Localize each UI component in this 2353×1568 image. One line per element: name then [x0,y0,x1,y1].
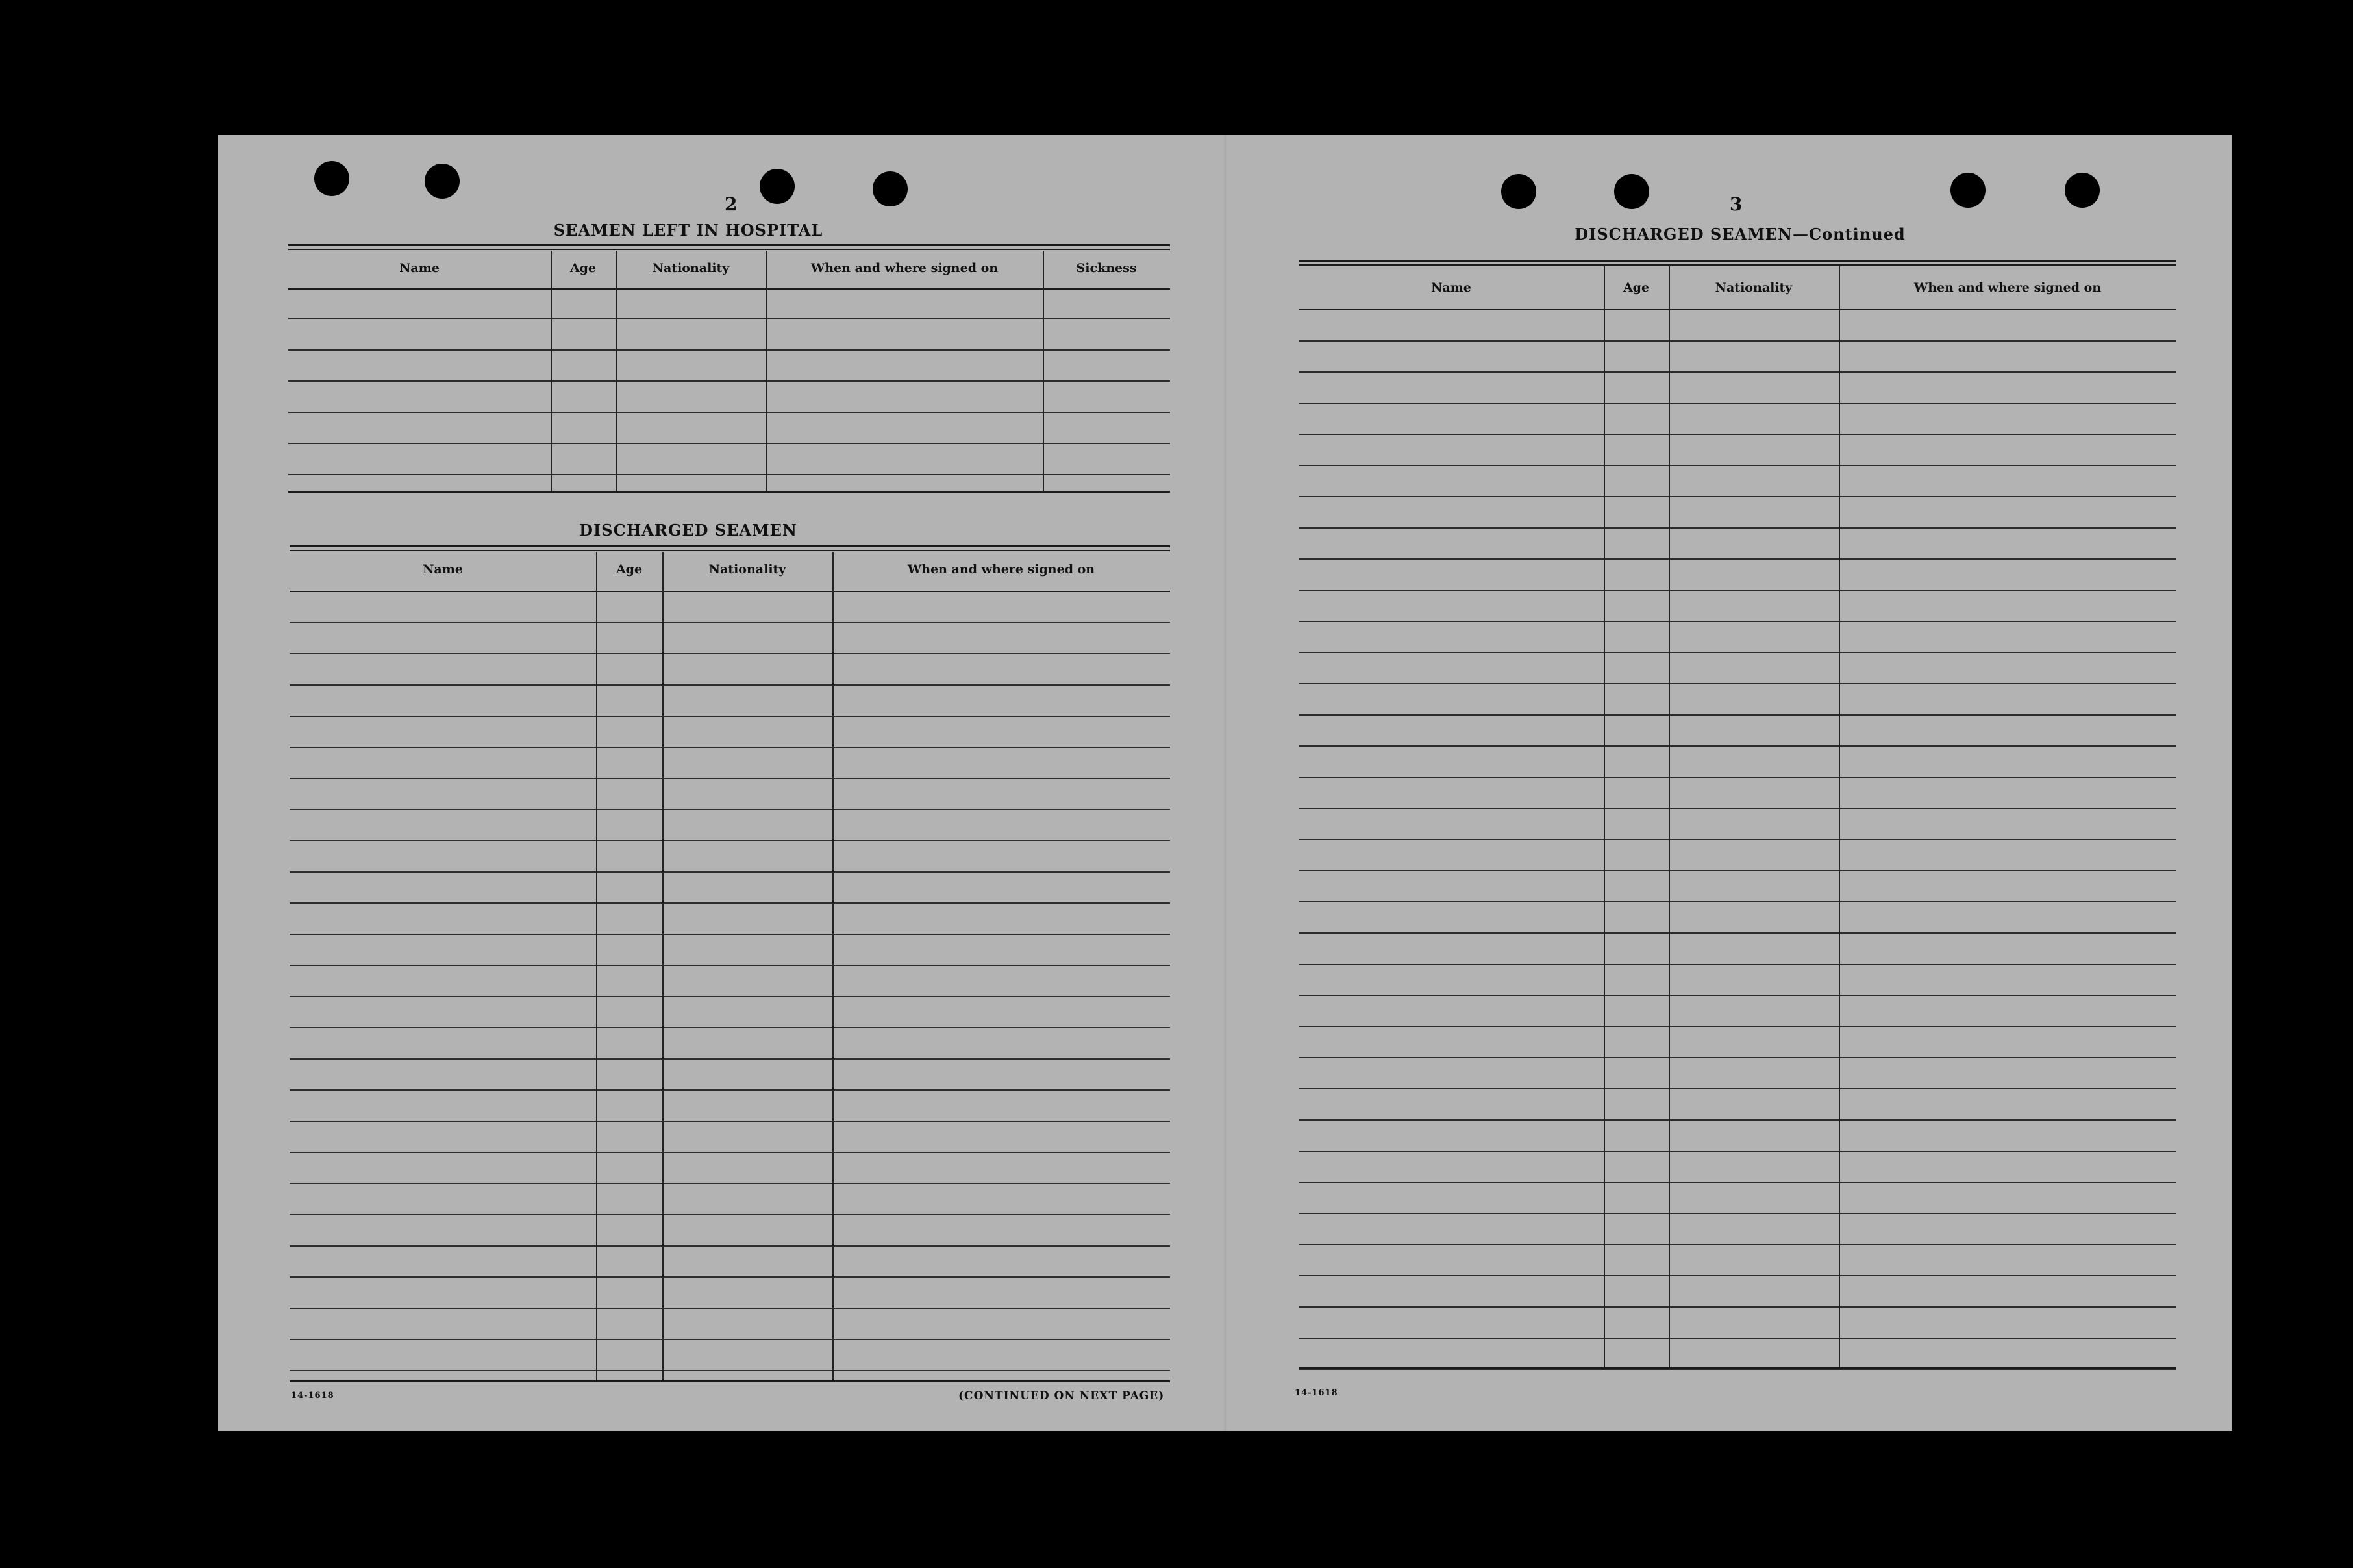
entry-line[interactable] [1299,932,2176,934]
entry-line[interactable] [1299,995,2176,996]
column-divider [766,251,767,491]
entry-line[interactable] [290,996,1170,997]
punch-hole [1501,174,1536,209]
form-sheet [218,135,2232,1431]
entry-line[interactable] [1299,590,2176,591]
hospital-table [288,244,1170,493]
entry-line[interactable] [1299,652,2176,653]
column-divider [1043,251,1044,491]
entry-line[interactable] [1299,621,2176,622]
column-header-age: Age [569,261,597,275]
entry-line[interactable] [1299,870,2176,871]
left-page-number: 2 [725,193,738,215]
entry-line[interactable] [290,622,1170,623]
column-divider [1839,266,1840,1367]
entry-line[interactable] [290,1370,1170,1371]
right-form-code: 14-1618 [1295,1388,1338,1398]
column-divider [596,552,597,1380]
entry-line[interactable] [290,653,1170,654]
column-divider [551,251,552,491]
entry-line[interactable] [290,1027,1170,1028]
punch-hole [2065,173,2100,208]
bottom-rule [290,1380,1170,1382]
column-divider [832,552,834,1380]
entry-line[interactable] [1299,1026,2176,1027]
header-rule [288,288,1170,290]
entry-line[interactable] [290,1276,1170,1278]
entry-line[interactable] [1299,465,2176,466]
column-header-sickness: Sickness [1076,261,1137,275]
punch-hole [314,161,349,196]
discharged-continued-table [1299,260,2176,1370]
entry-line[interactable] [1299,1244,2176,1245]
entry-line[interactable] [1299,683,2176,684]
entry-line[interactable] [290,809,1170,810]
entry-line[interactable] [1299,964,2176,965]
column-header-nationality: Nationality [1715,280,1793,295]
entry-line[interactable] [290,1121,1170,1122]
entry-line[interactable] [290,902,1170,904]
entry-line[interactable] [290,778,1170,779]
entry-line[interactable] [1299,403,2176,404]
entry-line[interactable] [290,934,1170,935]
column-divider [1604,266,1605,1367]
column-header-signed-on: When and where signed on [810,261,999,275]
punch-hole [425,164,460,199]
column-divider [616,251,617,491]
column-header-age: Age [1623,280,1650,295]
entry-line[interactable] [1299,901,2176,902]
column-header-age: Age [616,562,643,577]
punch-hole [1950,173,1986,208]
punch-hole [873,171,908,206]
entry-line[interactable] [1299,434,2176,435]
column-header-signed-on: When and where signed on [1913,280,2102,295]
entry-line[interactable] [290,1214,1170,1215]
entry-line[interactable] [1299,1306,2176,1308]
entry-line[interactable] [1299,839,2176,840]
entry-line[interactable] [1299,714,2176,716]
entry-line[interactable] [288,349,1170,351]
punch-hole [760,169,795,204]
continued-note: (CONTINUED ON NEXT PAGE) [958,1389,1165,1402]
entry-line[interactable] [1299,1213,2176,1214]
entry-line[interactable] [1299,745,2176,747]
bottom-rule [288,491,1170,493]
column-divider [1669,266,1670,1367]
entry-line[interactable] [1299,1338,2176,1339]
entry-line[interactable] [290,1183,1170,1184]
entry-line[interactable] [1299,1088,2176,1089]
page-fold [1223,135,1227,1431]
header-rule [290,591,1170,592]
entry-line[interactable] [290,716,1170,717]
entry-line[interactable] [290,1339,1170,1340]
entry-line[interactable] [1299,777,2176,778]
punch-hole [1614,174,1649,209]
left-form-code: 14-1618 [291,1391,334,1400]
column-header-nationality: Nationality [652,261,730,275]
entry-line[interactable] [290,1089,1170,1091]
entry-line[interactable] [1299,1057,2176,1058]
entry-line[interactable] [290,747,1170,748]
entry-line[interactable] [288,474,1170,475]
entry-line[interactable] [290,1308,1170,1309]
entry-line[interactable] [1299,527,2176,529]
entry-line[interactable] [1299,1119,2176,1121]
entry-line[interactable] [290,684,1170,686]
right-page-number: 3 [1730,193,1743,215]
entry-line[interactable] [290,1058,1170,1060]
right-section-title: DISCHARGED SEAMEN—Continued [1575,225,1906,243]
bottom-rule [1299,1367,2176,1369]
entry-line[interactable] [1299,1151,2176,1152]
entry-line[interactable] [290,965,1170,966]
entry-line[interactable] [1299,371,2176,373]
discharged-table [290,545,1170,1383]
column-divider [662,552,664,1380]
column-header-name: Name [423,562,463,577]
entry-line[interactable] [1299,496,2176,497]
entry-line[interactable] [288,412,1170,413]
entry-line[interactable] [290,1152,1170,1153]
discharged-section-title: DISCHARGED SEAMEN [579,521,797,540]
entry-line[interactable] [1299,1182,2176,1183]
column-header-name: Name [399,261,440,275]
entry-line[interactable] [290,1245,1170,1247]
header-rule [1299,309,2176,310]
entry-line[interactable] [288,318,1170,319]
entry-line[interactable] [1299,1275,2176,1276]
column-header-nationality: Nationality [708,562,786,577]
entry-line[interactable] [288,443,1170,444]
column-header-signed-on: When and where signed on [907,562,1095,577]
entry-line[interactable] [1299,340,2176,342]
entry-line[interactable] [290,840,1170,841]
hospital-section-title: SEAMEN LEFT IN HOSPITAL [553,221,823,240]
column-header-name: Name [1431,280,1471,295]
entry-line[interactable] [290,871,1170,873]
entry-line[interactable] [1299,808,2176,809]
entry-line[interactable] [1299,558,2176,560]
entry-line[interactable] [288,380,1170,382]
